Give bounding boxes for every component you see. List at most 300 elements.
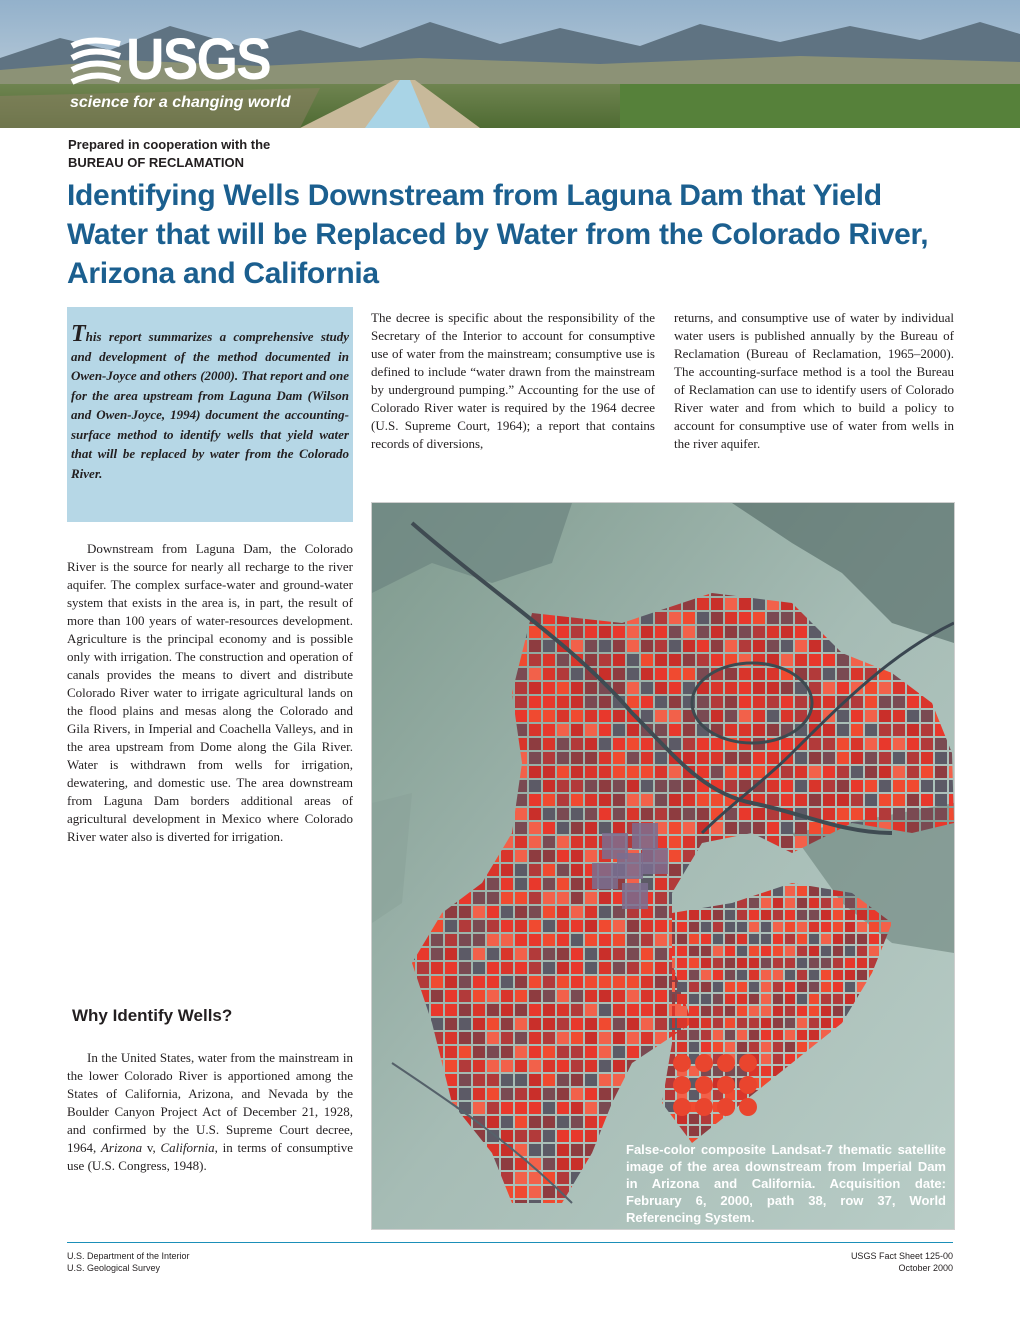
field-parcel [473, 920, 485, 932]
field-parcel [613, 1060, 625, 1072]
field-parcel [737, 934, 747, 944]
field-parcel [689, 922, 699, 932]
field-parcel [557, 724, 569, 736]
field-parcel [669, 822, 681, 834]
field-parcel [845, 922, 855, 932]
field-parcel [737, 910, 747, 920]
field-parcel [753, 640, 765, 652]
field-parcel [669, 850, 681, 862]
field-parcel [761, 1066, 771, 1076]
field-parcel [613, 976, 625, 988]
para2-text-b: , in terms of consumptive use (U.S. Congress, 1948). [67, 1140, 354, 1173]
field-parcel [669, 766, 681, 778]
field-parcel [785, 910, 795, 920]
field-parcel [599, 710, 611, 722]
field-parcel [529, 822, 541, 834]
field-parcel [683, 752, 695, 764]
field-parcel [557, 878, 569, 890]
field-parcel [613, 1004, 625, 1016]
field-parcel [487, 962, 499, 974]
field-parcel [837, 724, 849, 736]
field-parcel [529, 948, 541, 960]
field-parcel [627, 780, 639, 792]
field-parcel [701, 1018, 711, 1028]
field-parcel [557, 752, 569, 764]
field-parcel [851, 794, 863, 806]
field-parcel [445, 948, 457, 960]
field-parcel [907, 794, 919, 806]
field-parcel [585, 962, 597, 974]
footer-date: October 2000 [898, 1263, 953, 1273]
field-parcel [655, 892, 667, 904]
field-parcel [599, 920, 611, 932]
field-parcel [571, 934, 583, 946]
field-parcel [809, 994, 819, 1004]
field-parcel [445, 934, 457, 946]
field-parcel [515, 1060, 527, 1072]
abstract-body: his report summarizes a comprehensive study and development of the method documented in Owen-Joyce and others (2000). That report and one for the area upstream from Laguna Dam (Wilson and Owen-Joyce, 1994) document the accounting-surface method to identify wells that yield water that will be replaced by water from the Colorado River. [71, 329, 349, 481]
field-parcel [627, 1032, 639, 1044]
field-parcel [725, 640, 737, 652]
field-parcel [529, 780, 541, 792]
field-parcel [599, 1074, 611, 1086]
field-parcel [585, 682, 597, 694]
field-parcel [823, 738, 835, 750]
field-parcel [907, 780, 919, 792]
field-parcel [543, 682, 555, 694]
field-parcel [627, 934, 639, 946]
field-parcel [773, 958, 783, 968]
field-parcel [773, 934, 783, 944]
field-parcel [515, 934, 527, 946]
field-parcel [571, 682, 583, 694]
field-parcel [571, 836, 583, 848]
field-parcel [837, 808, 849, 820]
field-parcel [599, 1060, 611, 1072]
field-parcel [833, 898, 843, 908]
field-parcel [761, 982, 771, 992]
field-parcel [851, 808, 863, 820]
cooperation-line-1: Prepared in cooperation with the [68, 137, 271, 152]
field-parcel [737, 970, 747, 980]
field-parcel [821, 946, 831, 956]
field-parcel [893, 738, 905, 750]
field-parcel [749, 910, 759, 920]
field-parcel [585, 906, 597, 918]
field-parcel [543, 948, 555, 960]
field-parcel [571, 822, 583, 834]
field-parcel [515, 1102, 527, 1114]
field-parcel [821, 898, 831, 908]
field-parcel [571, 850, 583, 862]
field-parcel [797, 1018, 807, 1028]
field-parcel [821, 1018, 831, 1028]
field-parcel [445, 920, 457, 932]
field-parcel [711, 598, 723, 610]
field-parcel [737, 982, 747, 992]
field-parcel [613, 752, 625, 764]
field-parcel [571, 976, 583, 988]
field-parcel [797, 946, 807, 956]
field-parcel [655, 654, 667, 666]
field-parcel [627, 962, 639, 974]
field-parcel [613, 990, 625, 1002]
field-parcel [739, 598, 751, 610]
field-parcel [459, 948, 471, 960]
field-parcel [781, 696, 793, 708]
field-parcel [557, 948, 569, 960]
field-parcel [529, 682, 541, 694]
field-parcel [823, 780, 835, 792]
field-parcel [711, 710, 723, 722]
field-parcel [571, 1018, 583, 1030]
field-parcel [557, 1158, 569, 1170]
field-parcel [879, 780, 891, 792]
field-parcel [529, 668, 541, 680]
field-parcel [809, 898, 819, 908]
field-parcel [585, 1018, 597, 1030]
field-parcel [515, 962, 527, 974]
field-parcel [833, 910, 843, 920]
field-parcel [795, 626, 807, 638]
field-parcel [725, 612, 737, 624]
field-parcel [515, 990, 527, 1002]
field-parcel [773, 910, 783, 920]
field-parcel [473, 962, 485, 974]
field-parcel [599, 696, 611, 708]
field-parcel [907, 738, 919, 750]
field-parcel [857, 934, 867, 944]
field-parcel [655, 1018, 667, 1030]
field-parcel [795, 822, 807, 834]
field-parcel [701, 1006, 711, 1016]
field-parcel [557, 1102, 569, 1114]
field-parcel [585, 1032, 597, 1044]
field-parcel [893, 724, 905, 736]
field-parcel [557, 654, 569, 666]
field-parcel [571, 1046, 583, 1058]
field-parcel [689, 982, 699, 992]
field-parcel [865, 710, 877, 722]
field-parcel [921, 738, 933, 750]
field-parcel [543, 1144, 555, 1156]
field-parcel [739, 808, 751, 820]
field-parcel [515, 920, 527, 932]
field-parcel [445, 1060, 457, 1072]
field-parcel [683, 738, 695, 750]
field-parcel [753, 752, 765, 764]
field-parcel [459, 934, 471, 946]
field-parcel [543, 1102, 555, 1114]
field-parcel [907, 710, 919, 722]
field-parcel [501, 1116, 513, 1128]
field-parcel [669, 682, 681, 694]
footer-right [851, 1250, 953, 1274]
field-parcel [543, 1116, 555, 1128]
field-parcel [529, 990, 541, 1002]
field-parcel [473, 1046, 485, 1058]
field-parcel [851, 766, 863, 778]
field-parcel [749, 934, 759, 944]
field-parcel [809, 910, 819, 920]
figure-caption: False-color composite Landsat-7 thematic satellite image of the area downstream from Imperial Dam in Arizona and California. Acquisition date: February 6, 2000, path 38, row 37, World Referencing System. [626, 1142, 946, 1225]
field-parcel [837, 794, 849, 806]
field-parcel [669, 626, 681, 638]
field-parcel [753, 598, 765, 610]
field-parcel [529, 892, 541, 904]
field-parcel [641, 752, 653, 764]
field-parcel [711, 738, 723, 750]
field-parcel [571, 668, 583, 680]
field-parcel [725, 626, 737, 638]
field-parcel [599, 892, 611, 904]
field-parcel [571, 808, 583, 820]
field-parcel [515, 1116, 527, 1128]
field-parcel [833, 1006, 843, 1016]
field-parcel [557, 864, 569, 876]
field-parcel [879, 696, 891, 708]
field-parcel [515, 1172, 527, 1184]
field-parcel [627, 752, 639, 764]
field-parcel [473, 892, 485, 904]
field-parcel [585, 1004, 597, 1016]
field-parcel [823, 794, 835, 806]
field-parcel [501, 990, 513, 1002]
field-parcel [543, 738, 555, 750]
field-parcel [921, 752, 933, 764]
field-parcel [893, 808, 905, 820]
field-parcel [869, 946, 879, 956]
field-parcel [543, 906, 555, 918]
field-parcel [431, 948, 443, 960]
field-parcel [487, 906, 499, 918]
field-parcel [557, 808, 569, 820]
field-parcel [599, 766, 611, 778]
field-parcel [683, 808, 695, 820]
field-parcel [893, 710, 905, 722]
field-parcel [487, 1046, 499, 1058]
field-parcel [753, 808, 765, 820]
field-parcel [677, 1042, 687, 1052]
field-parcel [515, 1074, 527, 1086]
field-parcel [445, 976, 457, 988]
field-parcel [761, 958, 771, 968]
field-parcel [837, 752, 849, 764]
field-parcel [761, 1018, 771, 1028]
field-parcel [669, 724, 681, 736]
field-parcel [689, 1114, 699, 1124]
field-parcel [543, 920, 555, 932]
field-parcel [785, 1018, 795, 1028]
field-parcel [713, 958, 723, 968]
field-parcel [781, 766, 793, 778]
field-parcel [711, 654, 723, 666]
field-parcel [795, 794, 807, 806]
field-parcel [809, 654, 821, 666]
field-parcel [781, 612, 793, 624]
field-parcel [697, 598, 709, 610]
center-pivot-field [673, 1098, 691, 1116]
field-parcel [737, 1006, 747, 1016]
field-parcel [697, 612, 709, 624]
field-parcel [543, 710, 555, 722]
field-parcel [501, 976, 513, 988]
field-parcel [737, 1030, 747, 1040]
field-parcel [487, 892, 499, 904]
field-parcel [529, 1130, 541, 1142]
field-parcel [689, 946, 699, 956]
field-parcel [697, 626, 709, 638]
field-parcel [725, 970, 735, 980]
cooperation-note [68, 136, 270, 172]
field-parcel [879, 682, 891, 694]
field-parcel [857, 970, 867, 980]
field-parcel [655, 682, 667, 694]
field-parcel [737, 958, 747, 968]
field-parcel [655, 696, 667, 708]
field-parcel [641, 668, 653, 680]
field-parcel [501, 1046, 513, 1058]
field-parcel [515, 850, 527, 862]
field-parcel [585, 1116, 597, 1128]
field-parcel [459, 990, 471, 1002]
field-parcel [773, 898, 783, 908]
field-parcel [529, 640, 541, 652]
field-parcel [767, 724, 779, 736]
field-parcel [557, 934, 569, 946]
field-parcel [879, 738, 891, 750]
field-parcel [857, 910, 867, 920]
field-parcel [711, 752, 723, 764]
field-parcel [529, 696, 541, 708]
field-parcel [701, 958, 711, 968]
field-parcel [669, 710, 681, 722]
footer-fact-sheet-number: USGS Fact Sheet 125-00 [850, 1251, 953, 1261]
field-parcel [753, 822, 765, 834]
field-parcel [515, 682, 527, 694]
field-parcel [701, 910, 711, 920]
field-parcel [749, 970, 759, 980]
field-parcel [711, 612, 723, 624]
field-parcel [683, 794, 695, 806]
field-parcel [487, 1102, 499, 1114]
field-parcel [473, 906, 485, 918]
field-parcel [689, 970, 699, 980]
field-parcel [613, 654, 625, 666]
center-pivot-field [739, 1076, 757, 1094]
field-parcel [781, 654, 793, 666]
field-parcel [689, 934, 699, 944]
field-parcel [515, 948, 527, 960]
field-parcel [893, 766, 905, 778]
field-parcel [487, 948, 499, 960]
field-parcel [613, 962, 625, 974]
field-parcel [797, 1030, 807, 1040]
field-parcel [725, 1030, 735, 1040]
center-pivot-field [717, 1054, 735, 1072]
field-parcel [599, 822, 611, 834]
field-parcel [797, 994, 807, 1004]
field-parcel [797, 982, 807, 992]
urban-area [622, 883, 648, 909]
field-parcel [571, 1088, 583, 1100]
field-parcel [749, 898, 759, 908]
field-parcel [837, 766, 849, 778]
center-pivot-field [695, 1054, 713, 1072]
field-parcel [585, 752, 597, 764]
urban-area [617, 853, 643, 879]
field-parcel [529, 934, 541, 946]
field-parcel [701, 922, 711, 932]
field-parcel [641, 738, 653, 750]
field-parcel [655, 878, 667, 890]
field-parcel [627, 1004, 639, 1016]
field-parcel [689, 1030, 699, 1040]
field-parcel [683, 780, 695, 792]
field-parcel [557, 682, 569, 694]
field-parcel [823, 682, 835, 694]
field-parcel [529, 1046, 541, 1058]
field-parcel [529, 724, 541, 736]
field-parcel [459, 920, 471, 932]
field-parcel [809, 766, 821, 778]
field-parcel [833, 958, 843, 968]
field-parcel [501, 892, 513, 904]
footer-department: U.S. Department of the Interior [67, 1251, 190, 1261]
field-parcel [797, 934, 807, 944]
field-parcel [543, 794, 555, 806]
field-parcel [711, 696, 723, 708]
field-parcel [865, 724, 877, 736]
field-parcel [543, 864, 555, 876]
field-parcel [737, 994, 747, 1004]
field-parcel [879, 808, 891, 820]
field-parcel [669, 640, 681, 652]
field-parcel [557, 710, 569, 722]
field-parcel [879, 794, 891, 806]
field-parcel [749, 958, 759, 968]
field-parcel [487, 1060, 499, 1072]
field-parcel [669, 738, 681, 750]
field-parcel [515, 836, 527, 848]
field-parcel [725, 710, 737, 722]
field-parcel [683, 724, 695, 736]
field-parcel [821, 970, 831, 980]
field-parcel [797, 898, 807, 908]
field-parcel [821, 910, 831, 920]
field-parcel [821, 994, 831, 1004]
field-parcel [501, 1018, 513, 1030]
field-parcel [785, 1006, 795, 1016]
field-parcel [557, 766, 569, 778]
field-parcel [445, 1018, 457, 1030]
field-parcel [585, 892, 597, 904]
field-parcel [585, 626, 597, 638]
field-parcel [515, 892, 527, 904]
field-parcel [773, 982, 783, 992]
field-parcel [865, 738, 877, 750]
field-parcel [753, 696, 765, 708]
field-parcel [627, 808, 639, 820]
field-parcel [665, 1090, 675, 1100]
field-parcel [487, 1032, 499, 1044]
field-parcel [655, 612, 667, 624]
field-parcel [613, 1032, 625, 1044]
field-parcel [907, 766, 919, 778]
field-parcel [501, 1088, 513, 1100]
field-parcel [689, 1126, 699, 1136]
field-parcel [725, 766, 737, 778]
